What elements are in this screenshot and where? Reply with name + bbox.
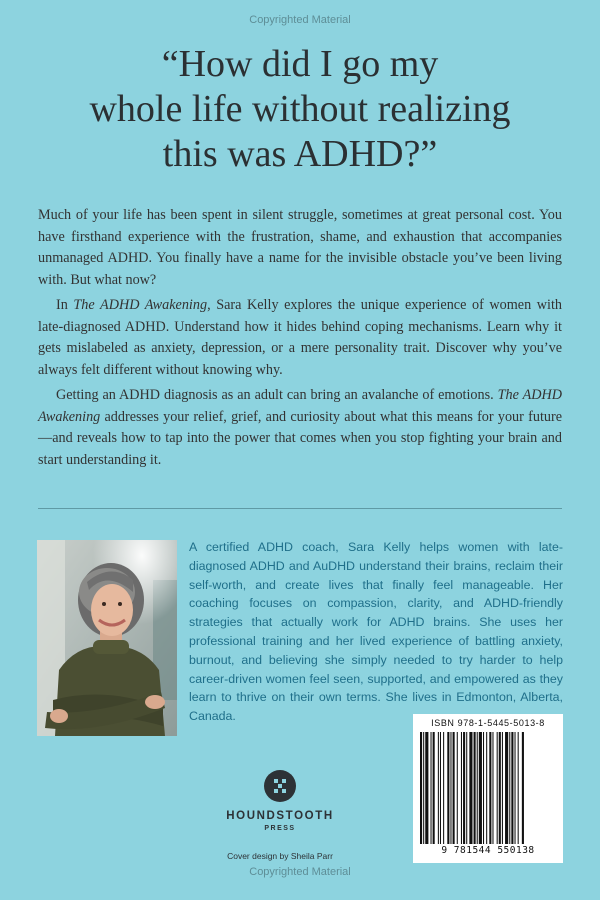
houndstooth-logo-icon [264,770,296,802]
headline-line-1: “How did I go my [161,43,439,85]
watermark-top: Copyrighted Material [249,14,351,26]
headline-line-2: whole life without realizing [89,88,511,130]
author-bio: A certified ADHD coach, Sara Kelly helps women with late-diagnosed ADHD and AuDHD understand their brains, reclaim their self-worth, and create lives that finally feel manageable. Her coaching focuses on compassion, clarity, and ADHD-friendly strategies that actually work for ADHD brains. She uses her professional training and her lived experience of battling anxiety, burnout, and believing she simply needed to try harder to help career-driven women feel seen, supported, and empowered as they learn to thrive on their own terms. She lives in Edmonton, Alberta, Canada. [189,540,563,724]
publisher-block [200,770,360,832]
isbn-label: ISBN 978-1-5445-5013-8 [431,718,545,728]
publisher-name: HOUNDSTOOTH [226,810,334,822]
barcode-bars [418,732,558,844]
isbn-barcode [413,714,563,863]
book-title: The ADHD Awakening [73,297,208,313]
cover-credit: Cover design by Sheila Parr [227,851,333,861]
p2-prefix: In [56,297,74,313]
p2-rest: , Sara Kelly explores the unique experience of women with late-diagnosed ADHD. Understand how it hides behind coping mechanisms. Learn why it gets mislabeled as anxiety, depression, or a mere personality trait. Discover why you’ve always felt different without knowing why. [38,297,562,378]
book-title: The ADHD Awakening [38,387,562,425]
description [38,205,562,471]
watermark-bottom: Copyrighted Material [249,866,351,878]
description-paragraph-2 [38,295,562,381]
description-paragraph-1: Much of your life has been spent in silent struggle, sometimes at great personal cost. You have firsthand experience with the frustration, shame, and exhaustion that accompanies unmanaged ADHD. You finally have a name for the invisible obstacle you’ve been living with. But what now? [38,207,562,288]
divider [38,508,562,509]
p3-prefix: Getting an ADHD diagnosis as an adult can bring an avalanche of emotions. [56,387,498,403]
description-paragraph-3 [38,385,562,471]
publisher-sub: PRESS [264,825,296,832]
headline-line-3: this was ADHD?” [162,133,438,175]
p3-rest: addresses your relief, grief, and curiosity about what this means for your future—and reveals how to tap into the power that comes when you stop fighting your brain and start understanding it. [38,408,562,468]
barcode-digits: 9 781544 550138 [441,845,535,856]
headline [40,42,560,177]
author-photo [37,540,177,736]
